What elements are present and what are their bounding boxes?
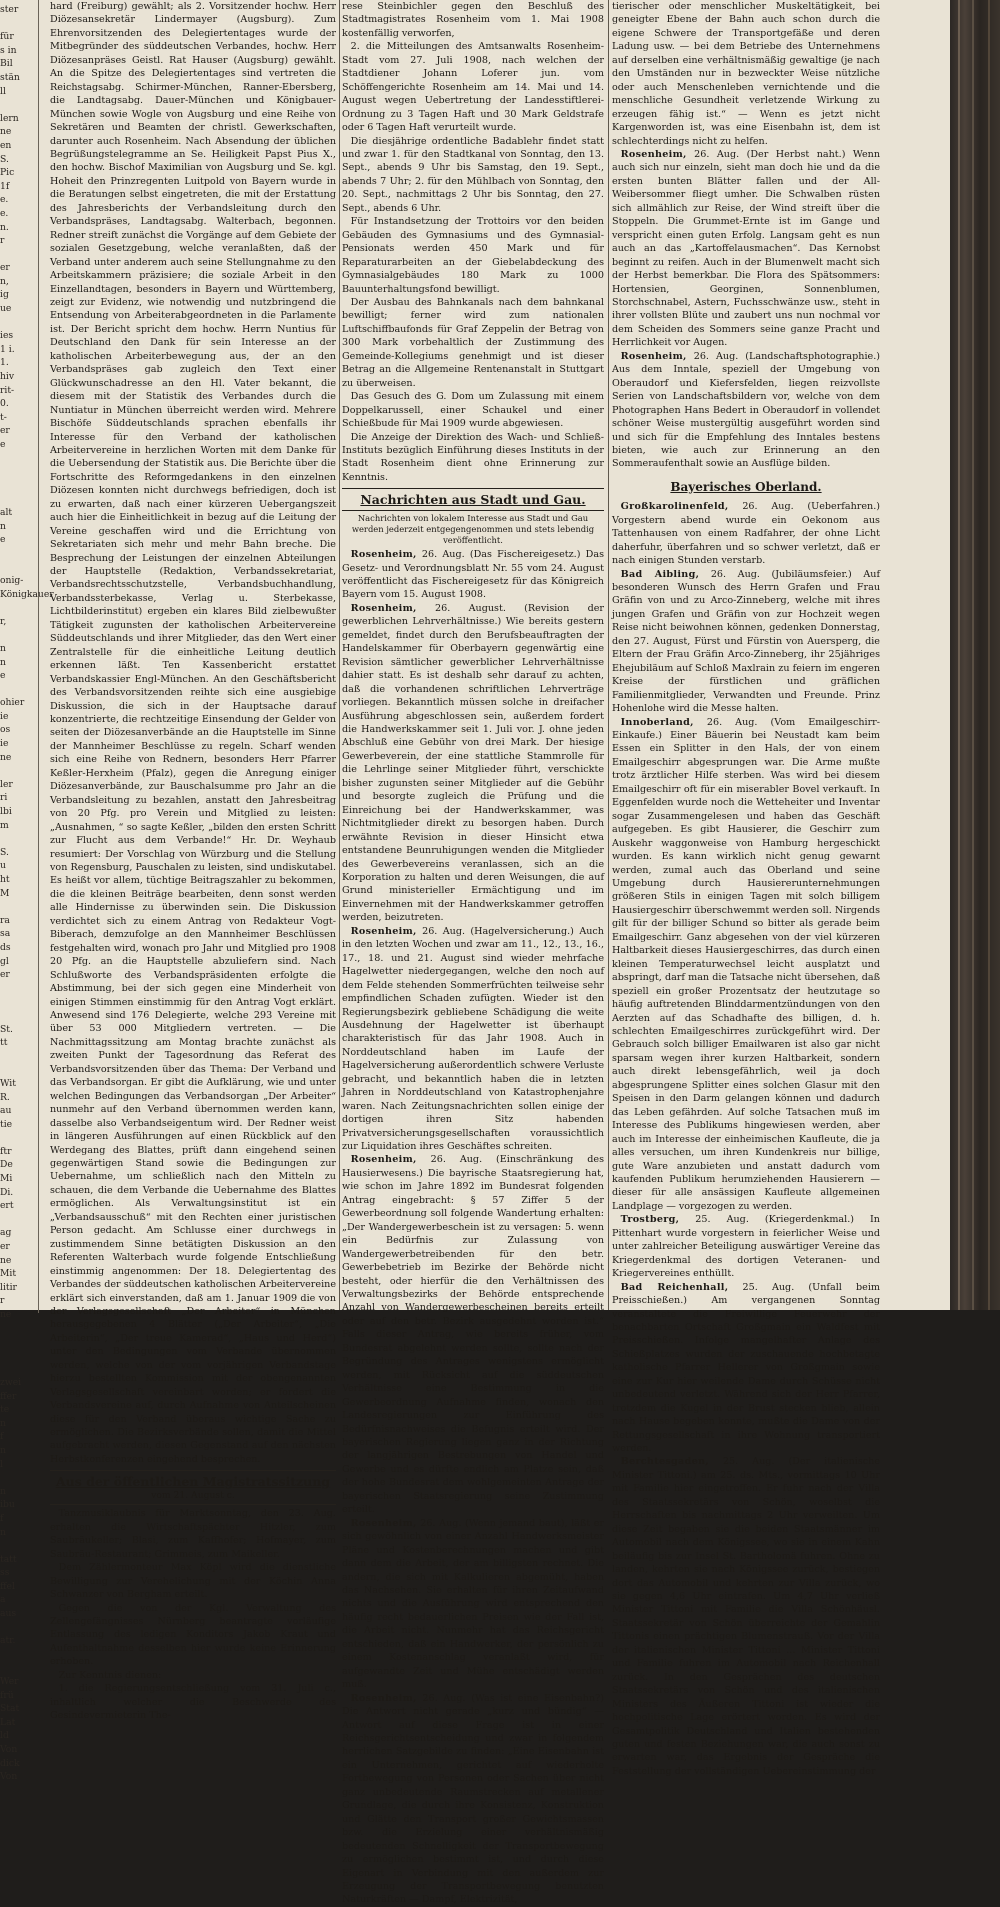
left-cut-fragment: ies bbox=[0, 330, 14, 342]
left-cut-fragment bbox=[0, 1335, 38, 1349]
left-cut-fragment: Von bbox=[0, 1744, 18, 1755]
left-cut-fragment: e bbox=[0, 534, 6, 546]
left-cut-fragment: R. bbox=[0, 1091, 10, 1103]
left-cut-fragment bbox=[0, 683, 38, 697]
left-cut-fragment: Lat bbox=[0, 1716, 16, 1728]
left-cut-fragment: ld bbox=[0, 1730, 9, 1742]
left-cut-fragment: ert bbox=[0, 1200, 14, 1212]
article-paragraph: Gegen die von der Kgl. Verwaltung des Zellengefängnisses Nürnberg beantragte vorläufige Entlassung des ledigen Konditors Jakob Kraut und Aufenthaltnahme desselben hier wurde keine Erinnerung erhoben. bbox=[50, 1602, 336, 1668]
left-cut-fragment: 1 i. bbox=[0, 343, 15, 355]
left-cut-fragment bbox=[0, 832, 38, 846]
news-item-text: 26. Aug. (Jubiläumsfeier.) Auf besonderen Wunsch des Herrn Grafen und Frau Gräfin von und zu Arco-Zinneberg, welche mit ihres jungen Grafen und Gräfin von zur Hochzeit wegen Reise nicht beiwohnen können, gedenken Donnerstag, den 27. August, Fürst und Fürstin von Auersperg, die Eltern der Frau Gräfin Arco-Zinneberg, ihr 25jähriges Ehejubiläum auf Schloß Maxlrain zu feiern im engeren Kreise der fürstlichen und gräflichen Familienmitglieder, Verwandten und Freunde. Prinz Hohenlohe wird die Messe halten. bbox=[612, 568, 880, 715]
left-cut-fragment: ue bbox=[0, 303, 12, 315]
left-cut-fragment: sa bbox=[0, 928, 11, 940]
news-item-text: 26. Aug. (Das Fischereigesetz.) Das Gesetz- und Verordnungsblatt Nr. 55 vom 24. August veröffentlicht das Fischereigesetz für das Königreich Bayern vom 15. August 1908. bbox=[342, 549, 604, 601]
left-cut-fragment: Pic bbox=[0, 167, 15, 179]
news-item-text: 26. Aug. (Einschränkung des Hausierwesens.) Die bayrische Staatsregierung hat, wie schon im Jahre 1892 im Bundesrat folgenden Antrag eingebracht: § 57 Ziffer 5 der Gewerbeordnung soll folgende Wandertung erhalten: „Der Wandergewerbeschein ist zu versagen: 5. wenn ein Bedürfnis zur Zulassung von Wandergewerbetreibenden für den betr. Gewerbebetrieb im Bezirke der Behörde nicht besteht, oder hierfür die den Verhältnissen des Verwaltungsbezirks der Behörde entsprechende Anzahl von Wandergewerbescheinen bereits erteilt oder auf den betr. Bezirk ausgedehnt worden ist.“ Falls dieser Antrag, wie bereits früher, vom Bundesrat abgelehnt werden sollte, sollte nach der Begründung des Antrages wenigstens ermöglicht werden, mit Rücksicht auf die süddeutschen Verhältnisse eine Bestimmung in die Gewerbeordnung Aufnahme finden, wonach den Landesregierungen zur Einführung des Bedürfnisnachweises die Befugnis erteilt wird. Der bayerischen Regierung liegen ganz in der Richtung der langjährigen Bestrebungen von Handel und Gewerbe und es dürfte endlich am Platze sein, daß der hohe Bundesrat dem wohlgemeinten Antrage der bayerischen Staatsregierung seine Zustimmung erteilt. bbox=[342, 1154, 604, 1516]
left-cut-fragment: stän bbox=[0, 71, 20, 83]
news-item-place: Rosenheim, bbox=[350, 1154, 417, 1166]
news-item-place: Bad Reichenhall, bbox=[620, 1281, 729, 1293]
left-cut-fragment: e. bbox=[0, 194, 9, 206]
book-edge bbox=[950, 0, 1000, 1310]
left-cut-fragment: n bbox=[0, 1485, 6, 1497]
left-cut-fragment bbox=[0, 17, 38, 31]
news-item bbox=[612, 500, 880, 567]
left-cut-fragment: Di. bbox=[0, 1186, 14, 1198]
left-cut-fragment: te bbox=[0, 1404, 10, 1416]
magistrat-heading: Aus der öffentlichen Magistratssitzung bbox=[55, 1474, 331, 1490]
left-cut-fragment: Von bbox=[0, 1771, 18, 1783]
left-cut-fragment: Wit bbox=[0, 1077, 16, 1089]
oberland-title: Bayerisches Oberland. bbox=[670, 479, 822, 494]
left-cut-fragment: en bbox=[0, 139, 12, 151]
news-item-text: tierischer oder menschlicher Muskeltätigkeit, bei geneigter Ebene der Bahn auch schon durch die eigene Schwere der Transportgefäße und deren Ladung usw. — bei dem Betriebe des Unternehmens auf derselben eine verhältnismäßig gewaltige (je nach den Umständen nur in bezweckter Weise nützliche oder auch Menschenleben vernichtende und die menschliche Gesundheit verletzende Wirkung zu erzeugen fähig ist.“ — Wenn es jetzt nicht Kargenworden ist, was eine Eisenbahn ist, dem ist schlechterdings nicht zu helfen. bbox=[612, 1, 880, 147]
news-item bbox=[342, 1692, 604, 1907]
left-cut-fragment: tie bbox=[0, 1118, 13, 1130]
left-cut-fragment: n. bbox=[0, 221, 9, 233]
left-cut-fragment bbox=[0, 1063, 38, 1077]
left-cut-fragment bbox=[0, 1648, 38, 1662]
left-cut-fragment: t- bbox=[0, 411, 7, 423]
left-cut-fragment: n bbox=[0, 520, 6, 532]
news-item-place: Rosenheim, bbox=[620, 350, 687, 362]
news-heading: Nachrichten aus Stadt und Gau. bbox=[360, 492, 586, 508]
left-cut-fragment: m bbox=[0, 819, 9, 831]
left-cut-fragment: ne bbox=[0, 751, 12, 763]
news-item-place: Rosenheim, bbox=[620, 148, 687, 160]
left-cut-fragment bbox=[0, 1362, 38, 1376]
news-item-place: Innoberland, bbox=[620, 716, 694, 728]
news-item bbox=[342, 1153, 604, 1516]
magistrat-heading-box bbox=[50, 1470, 336, 1505]
article-paragraph: Das Gesuch des G. Dom um Zulassung mit einem Doppelkarussell, einer Schaukel und einer Schießbude für Mai 1909 wurde abgewiesen. bbox=[342, 391, 604, 430]
left-cut-fragment bbox=[0, 1009, 38, 1023]
left-cut-fragment: r bbox=[0, 1295, 5, 1307]
column-rule bbox=[339, 0, 340, 1310]
left-cut-fragment: er bbox=[0, 425, 10, 437]
left-cut-fragment: ra bbox=[0, 914, 10, 926]
news-item bbox=[612, 1455, 880, 1778]
magistrat-subheading: vom 21. August c. bbox=[151, 1490, 235, 1502]
left-cut-fragment: n bbox=[0, 1444, 6, 1456]
left-cut-fragment: u bbox=[0, 860, 6, 872]
left-cut-fragment bbox=[0, 560, 38, 574]
left-cut-fragment: n, bbox=[0, 275, 9, 287]
left-cut-fragment bbox=[0, 547, 38, 561]
left-cut-fragment: au bbox=[0, 1105, 12, 1117]
news-item-place: Großkarolinenfeld, bbox=[620, 501, 729, 513]
left-cut-fragment: ag bbox=[0, 1227, 12, 1239]
left-cut-fragment: ne bbox=[0, 1309, 12, 1320]
article-paragraph: Dem Zählermonteur Max Köpl wird die dienstliche Bewilligung zur Verehelichung mit der Köchin Anna Schwanzer von Bergham erteilt. bbox=[50, 1562, 336, 1601]
left-cut-fragment: 1f bbox=[0, 180, 10, 192]
left-cut-fragment: hiv bbox=[0, 371, 15, 383]
news-item-place: Rosenheim, bbox=[350, 1517, 417, 1529]
left-cut-fragment bbox=[0, 452, 38, 466]
article-paragraph: hard (Freiburg) gewählt; als 2. Vorsitzender hochw. Herr Diözesansekretär Lindermayer (Augsburg). Zum Ehrenvorsitzenden des Delegiertentages wurde der Mitbegründer des süddeutschen Verbandes, hochw. Herr Diözesanpräses Geistl. Rat Hauser (Augsburg) gewählt. An die Spitze des Delegiertentages sind vertreten die Reichstagsabg. Schirmer-München, Ranner-Ebersberg, die Landtagsabg. Dauer-München und Königbauer-München sowie Wogle von Augsburg und eine Reihe von Sekretären und Beamten der christl. Gewerkschaften, darunter auch Rosenheim. Nach Absendung der üblichen Begrüßungstelegramme an Se. Heiligkeit Papst Pius X., den hochw. Bischof Maximilian von Augsburg und Se. kgl. Hoheit den Prinzregenten Luitpold von Bayern wurde in die Beratungen selbst eingetreten, die mit der Erstattung des Jahresberichts der Verbandsleitung durch den Verbandspräses, Landtagsabg. Walterbach, begonnen. Redner streift zunächst die Vorgänge auf dem Gebiete der sozialen Gesetzgebung, welche veranlaßten, daß der Verband unter anderem auch seine Stellungnahme zu den Arbeitskammern präzisiere; die soziale Arbeit in den Einzellandtagen, besonders in Bayern und Württemberg, zeigt zur Evidenz, wie notwendig und nutzbringend die Entsendung von Arbeiterabgeordneten in die Parlamente ist. Der Bericht spricht dem hochw. Herrn Nuntius für Deutschland den Dank für sein Interesse an der katholischen Arbeiterbewegung aus, der an den Verbandspräses gab zugleich den Text einer Glückwunschadresse an den Hl. Vater bekannt, die diesem mit der Statistik des Verbandes durch die Nuntiatur in München überreicht werden wird. Mehrere Bischöfe Süddeutschlands sprachen ebenfalls ihr Interesse für den Verband der katholischen Arbeitervereine in herzlichen Worten mit dem Danke für die Uebersendung der Statistik aus. Die Berichte über die Fortschritte des Reformgedankens in den einzelnen Diözesen konnten nicht durchwegs befriedigen, doch ist zu erwarten, daß nach einer kürzeren Uebergangszeit auch hier die Einheitlichkeit in bezug auf die Leitung der Vereine geschaffen wird und die Errichtung von Sekretariaten sich mehr und mehr Bahn breche. Die Besprechung der Leistungen der einzelnen Abteilungen der Hauptstelle (Redaktion, Verbandssekretariat, Verbandsrechtsschutzstelle, Verbandsbuchhandlung, Verbandssterbekasse, Verlag u. Sterbekasse, Lichtbilderinstitut) ergeben ein klares Bild zielbewußter Tätigkeit zugunsten der katholischen Arbeitervereine Süddeutschlands und ihrer Mitglieder, das den Wert einer Zentralstelle für die einheitliche Leitung deutlich erkennen läßt. Ten Kassenbericht erstattet Verbandskassier Engl-München. An den Geschäftsbericht des Verbandsvorsitzenden reihte sich eine ausgiebige Diskussion, die sich in der Hauptsache darauf konzentrierte, die rechtzeitige Einsendung der Gelder von seiten der Diözesanverbände an die Hauptstelle im Sinne der Mannheimer Beschlüsse zu regeln. Scharf wenden sich eine Reihe von Rednern, besonders Herr Pfarrer Keßler-Herxheim (Pfalz), gegen die Anregung einiger Diözesanverbände, zur Bauschalsumme pro Jahr an die Verbandsleitung zu bezahlen, anstatt den Jahresbeitrag von 20 Pfg. pro Verein und Mitglied zu leisten: „Ausnahmen, “ so sagte Keßler, „bilden den ersten Schritt zur Flucht aus dem Verbande!“ Hr. Dr. Weyhaub resumiert: Der Vorschlag von Würzburg und die Stellung von Regensburg, Pauschalen zu leisten, sind undiskutabel. Es heißt vor allem, tüchtige Beitragszahler zu bekommen, die die kleinen Beiträge bearbeiten, denn sonst werden alle Hindernisse zu überwinden sein. Die Diskussion verdichtet sich zu einem Antrag von Redakteur Vogt-Biberach, demzufolge an den Mannheimer Beschlüssen festgehalten wird, wonach pro Jahr und Mitglied pro 1908 20 Pfg. an die Hauptstelle abzuliefern sind. Nach Schlußworte des Verbandspräsidenten erfolgte die Abstimmung, bei der sich gegen eine Minderheit von einigen Stimmen einstimmig für den Antrag Vogt erklärt. Anwesend sind 176 Delegierte, welche 293 Vereine mit über 53 000 Mitgliedern vertreten. — Die Nachmittagssitzung am Montag brachte zunächst als zweiten Punkt der Tagesordnung das Referat des Verbandsvorsitzenden über das Thema: Der Verband und das Verbandsorgan. Er gibt die Aufklärung, wie und unter welchen Bedingungen das Verbandsorgan „Der Arbeiter“ nunmehr auf den Verband übernommen werden kann, dasselbe also Verbandseigentum wird. Der Redner weist in längeren Ausführungen auf einen Rückblick auf den Werdegang des Blattes, prüft dann eingehend seinen gegenwärtigen Stand sowie die Bedingungen zur Uebernahme, um schließlich nach den Mitteln zu schauen, die dem Verbande die Uebernahme des Blattes ermöglichen. Als Verwaltungsinstitut ist ein „Verbandsausschuß“ mit den Rechten einer juristischen Person gedacht. Am Schlusse einer durchwegs in zustimmendem Sinne betätigten Diskussion an den Referenten Walterbach wurde folgende Entschließung einstimmig angenommen: Der 18. Delegiertentag des Verbandes der süddeutschen katholischen Arbeitervereine erklärt sich einverstanden, daß am 1. Januar 1909 die von der Verlagsgesellschaft „Der Arbeiter“ in München herausgegebenen 4 Blätter („Der Arbeiter“, „Die Arbeiterin“, „Der treue Kamerad“, „Haus und Herd“) unter den Bedingungen vom Verbande übernommen werden, welche von der vom vorjährigen Verbandstage hierzu bestellten Kommission mit der obengenannten Verlagsgesellschaft vereinbart worden; er fordert die Verbandsvereine auf, durch Aufnahme von Anteilscheinen diese für den Verband überaus wichtige Sache zu ermöglichen. Die Bezirksverbände sollen, damit die Mittel aufgebracht werden, diesen Gegenstand auf den nächsten Herbstkonferenzen eingehend besprechen. bbox=[50, 1, 336, 1465]
news-item bbox=[342, 1517, 604, 1692]
news-item-place: Rosenheim, bbox=[350, 602, 417, 614]
left-cut-fragment bbox=[0, 1213, 38, 1227]
news-item bbox=[342, 602, 604, 925]
article-paragraph: Die Anzeige der Direktion des Wach- und Schließ-Instituts bezüglich Einführung dieses Instituts in der Stadt Rosenheim dient ohne Erinnerung zur Kenntnis. bbox=[342, 431, 604, 483]
news-item-text: 26. Aug. (Der Herbst naht.) Wenn auch sich nur einzeln, sieht man doch hie und da die ersten bunten Blätter fallen und der All-Weibersommer fliegt umher. Die Schwalben rüsten sich allmählich zur Reise, der Wind streift über die Stoppeln. Die Grummet-Ernte ist im Gange und verspricht einen guten Erfolg. Langsam geht es nun auch an das „Kartoffelausmachen“. Das Kernobst beginnt zu reifen. Auch in der Blumenwelt macht sich der Herbst bemerkbar. Die Flora des Spätsommers: Hortensien, Georginen, Sonnenblumen, Storchschnabel, Astern, Fuchsschwänze usw., steht in ihrer vollsten Blüte und zaubert uns nun nochmal vor dem Scheiden des Sommers seine ganze Pracht und Herrlichkeit vor Augen. bbox=[612, 148, 880, 349]
left-cut-fragment: er bbox=[0, 969, 10, 981]
left-cut-fragment bbox=[0, 492, 38, 506]
left-cut-fragment: S. bbox=[0, 153, 9, 165]
left-cut-fragment: zwei bbox=[0, 1376, 22, 1388]
left-cut-fragment bbox=[0, 1539, 38, 1553]
left-cut-fragment: ster bbox=[0, 4, 19, 15]
news-item-text: 25. Aug. (Kriegerdenkmal.) In Pittenhart wurde vorgestern in feierlicher Weise und unter zahlreicher Beteiligung auswärtiger Vereine das Kriegerdenkmal des dortigen Veteranen- und Kriegervereines enthüllt. bbox=[612, 1214, 880, 1280]
left-cut-fragment: ler bbox=[0, 778, 13, 790]
column-2 bbox=[342, 0, 604, 1906]
news-item-text: 26. Aug. (Hagelversicherung.) Auch in den letzten Wochen und zwar am 11., 12., 13., 16., 17., 18. und 21. August sind wieder mehrfache Hagelwetter niedergegangen, welche den noch auf dem Felde stehenden Sommerfrüchten teilweise sehr empfindlichen Schaden zufügten. Wieder ist den Regierungsbezirk gebliebene Schädigung die weite Ausdehnung der Hagelwetter ist überhaupt charakteristisch für das Jahr 1908. Auch in Norddeutschland haben im Laufe der Hagelversicherung außerordentlich schwere Verluste gebracht, und bekanntlich haben die in letzten Jahren in Norddeutschland von Katastrophenjahre waren. Nach Zeitungsnachrichten sollen einige der dortigen ihren Sitz habenden Privatversicherungsgesellschaften voraussichtlich zur Liquidation ihres Geschäftes schreiten. bbox=[342, 925, 604, 1153]
article-paragraph: 1. die Regierungsentschließung vom 31. Juli c., inhaltlich welcher die Beschwerde des Gesindevermieterin The- bbox=[50, 1683, 336, 1722]
left-cut-fragment: ds bbox=[0, 941, 11, 953]
left-cut-fragment: n bbox=[0, 1417, 6, 1429]
news-item-text: 26. Aug. (Was ist eine Eisenbahn?) Die Antwort nicht gerade „kurz und bündig“ — Antwort auf diese Frage ist in einer Reichsgerichtsentscheidung und zwar in folgendem herrlichen Satzgebilde zu finden: „Eine Eisenbahn ist ein Unternehmen, gerichtet auf wiederholte Fortbewegung von Personen oder Sachen über nicht ganz unbedeutende Raumstrecken auf metallener Grundlage, die durch ihre Konsistenz, Konstruktion und Glätte den Transport großer Gewichtsmassen bzw. die Erzielung einer verhältnismäßig bedeutenden Schnelligkeit der Transportbewegung zu ermöglichen bestimmt ist, und durch diese Eigenart in Verbindung mit den außerdem zur Erzeugung der Transportbewegung benutzten Naturkräften — Dampf, Elektrizität, bbox=[342, 1692, 604, 1906]
left-cut-fragment bbox=[0, 628, 38, 642]
news-item bbox=[612, 0, 880, 148]
left-cut-fragment: für bbox=[0, 31, 14, 43]
left-cut-fragment: ffel bbox=[0, 1580, 15, 1592]
left-cut-fragment: r bbox=[0, 235, 5, 247]
left-cut-fragment: os bbox=[0, 724, 11, 736]
left-cut-fragment: er bbox=[0, 1241, 10, 1253]
left-cut-fragment: Mi bbox=[0, 1173, 13, 1185]
news-item bbox=[612, 148, 880, 350]
left-cut-fragment bbox=[0, 982, 38, 996]
left-cut-fragment: S. bbox=[0, 846, 9, 858]
left-cut-fragment bbox=[0, 601, 38, 615]
left-cut-fragment: n bbox=[0, 642, 6, 654]
left-cut-fragment: lbi bbox=[0, 806, 12, 818]
left-cut-fragment: s in bbox=[0, 44, 17, 56]
left-cut-fragment: lern bbox=[0, 112, 19, 124]
left-cut-fragment: litir bbox=[0, 1281, 17, 1293]
article-paragraph: Die diesjährige ordentliche Badablehr findet statt und zwar 1. für den Stadtkanal von Sonntag, den 13. Sept., abends 9 Uhr bis Samstag, den 19. Sept., abends 7 Uhr; 2. für den Mühlbach von Sonntag, den 20. Sept., nachmittags 2 Uhr bis Sonntag, den 27. Sept., abends 6 Uhr. bbox=[342, 135, 604, 214]
left-cut-fragment: e bbox=[0, 670, 6, 682]
news-item-place: Berchtesgaden, bbox=[620, 1456, 709, 1468]
left-cut-fragment bbox=[0, 1471, 38, 1485]
news-item-text: 26. Aug. (Ueberfahren.) Vorgestern abend wurde ein Oekonom aus Tattenhausen von einem Radfahrer, der ohne Licht daherfuhr, überfahren und so schwer verletzt, daß er nach einigen Stunden verstarb. bbox=[612, 501, 880, 567]
news-item-place: Rosenheim, bbox=[350, 925, 417, 937]
left-cut-fragment: onig- bbox=[0, 574, 24, 586]
left-cut-fragment bbox=[0, 764, 38, 778]
left-cut-fragment: e. bbox=[0, 207, 9, 219]
news-item-place: Rosenheim, bbox=[350, 549, 417, 561]
left-cut-fragment: n bbox=[0, 1526, 6, 1538]
news-item bbox=[612, 1213, 880, 1280]
left-cut-fragment: De bbox=[0, 1159, 13, 1171]
article-paragraph: 2. die Mitteilungen des Amtsanwalts Rosenheim-Stadt vom 27. Juli 1908, nach welchen der Stadtdiener Johann Loferer jun. vom Schöffengerichte Rosenheim am 14. Mai und 14. August wegen Uebertretung der Landesstiftlerei-Ordnung zu 3 Tagen Haft und 30 Mark Geldstrafe oder 6 Tagen Haft verurteilt wurde. bbox=[342, 41, 604, 134]
news-note: Nachrichten von lokalem Interesse aus Stadt und Gau werden jederzeit entgegengenommen und stets lebendig veröffentlicht. bbox=[351, 513, 595, 545]
left-cut-fragment bbox=[0, 1349, 38, 1363]
left-cut-fragment: ne bbox=[0, 126, 12, 138]
left-cut-fragment: ll bbox=[0, 85, 6, 97]
left-cut-fragment bbox=[0, 479, 38, 493]
left-cut-fragment: 1. bbox=[0, 357, 9, 369]
left-cut-fragment: dick bbox=[0, 1757, 20, 1769]
left-cut-fragment: ffer bbox=[0, 1390, 17, 1402]
left-cut-fragment: Stat bbox=[0, 1703, 20, 1715]
left-cut-fragment: 0. bbox=[0, 398, 9, 410]
news-item bbox=[342, 548, 604, 602]
left-cut-fragment: aus bbox=[0, 1608, 17, 1620]
left-cut-fragment: ibu bbox=[0, 1499, 15, 1511]
left-cut-fragment: f bbox=[0, 1431, 4, 1443]
left-cut-fragment: ftr bbox=[0, 1145, 12, 1157]
news-item bbox=[612, 716, 880, 1214]
left-cut-fragment: gl bbox=[0, 955, 9, 967]
left-cut-fragment bbox=[0, 465, 38, 479]
column-rule bbox=[608, 0, 609, 1310]
news-item bbox=[612, 568, 880, 716]
left-cut-fragment: e bbox=[0, 439, 6, 450]
article-paragraph: Für Instandsetzung der Trottoirs vor den beiden Gebäuden des Gymnasiums und des Gymnasial-Pensionats werden 450 Mark und für Reparaturarbeiten an der Giebelabdeckung des Gymnasialgebäudes 180 Mark zu 1000 Bauunterhaltungsfond bewilligt. bbox=[342, 216, 604, 295]
left-cut-fragment: frü bbox=[0, 1689, 14, 1701]
left-cut-fragment: ie bbox=[0, 738, 9, 750]
left-cut-fragment: ss bbox=[0, 1567, 10, 1579]
news-item-text: 25. Aug. (Unfall beim Preisschießen.) Am vergangenen Sonntag veranstaltete die Freiwillige Feuerwehr der benachbarten Ortschaft Großgmain ein Waldfest mit Preisschießen. Infolge mangelhafter Anlage des Schießplatzes wurden der zuschauende hochbetagte katholische Pfarrer Hellerer von Großgmain sowie eine zur Kur hier weilende Dame durch Schüsse nicht unbedeutend verletzt. Während sich der Herr Pfarrer, trotzdem die Kugel in der Brust stecken blieb, allein nach Hause begeben konnte, mußte die Dame von der Rettungsgesellschaft in ihre Wohnung transportiert werden. bbox=[612, 1281, 880, 1455]
news-item bbox=[342, 925, 604, 1154]
column-3 bbox=[612, 0, 880, 1777]
news-item-place: Bad Aibling, bbox=[620, 568, 700, 580]
left-cut-fragment bbox=[0, 1050, 38, 1064]
news-item bbox=[612, 1281, 880, 1456]
news-item-text: 26. August. (Revision der gewerblichen Lehrverhältnisse.) Wie bereits gestern gemeldet, findet durch den Berufsbeauftragten der Handelskammer für Oberbayern gegenwärtig eine Revision sämtlicher gewerblicher Lehrverhältnisse dahier statt. Es ist deshalb sehr darauf zu achten, daß die vorhandenen schriftlichen Lehrverträge vorliegen. Bekanntlich müssen solche in dreifacher Ausführung abgeschlossen sein, außerdem fordert die Handwerkskammer seit 1. Juli vor. J. ohne jeden Abschluß eine Gebühr von drei Mark. Der hiesige Gewerbeverein, der eine stattliche Stammrolle für die Lehrlinge seiner Mitglieder führt, verschickte bisher zugunsten seiner Mitglieder auf die Gebühr und besorgte zugleich die Prüfung und die Einreichung bei der Handwerkskammer, was Nichtmitglieder direkt zu besorgen haben. Durch erwähnte Revision in dieser Hinsicht etwa entstandene Beunruhigungen wenden die Mitglieder des Gewerbevereins veranlassen, sich an die Korporation zu halten und deren Weisungen, die auf Grund ministerieller Ermächtigung und im Einvernehmen mit der Handwerkskammer getroffen werden, beizutreten. bbox=[342, 602, 604, 924]
left-cut-fragment: r, bbox=[0, 615, 7, 627]
left-cut-fragment: atr. bbox=[0, 1635, 16, 1647]
news-item bbox=[612, 350, 880, 471]
news-item-text: 26. Aug. (Vom Emailgeschirr-Einkaufe.) Einer Bäuerin bei Neustadt kam beim Essen ein Splitter in den Hals, der von einem Emailgeschirr abgesprungen war. Die Arme mußte trotz ärztlicher Hilfe sterben. Was wird bei diesem Emailgeschirr oft für ein miserabler Bovel verkauft. In Eggenfelden wurde noch die Wetteheiter und Inventar sogar Zusammengelesen und haben das Geschäft aufgegeben. Es gibt Hausierer, die Geschirr zum Auskehr waggonweise von Hamburg hergeschickt wurden. Es kann wirklich nicht genug gewarnt werden, zumal auch das Oberland und seine Umgebung durch Hausiererunternehmungen größeren Stils in einigen Tagen mit solch billigem Hausiergeschirr überschwemmt werden soll. Nirgends gilt für der billiger Schund so bitter als gerade beim Emailgeschirr. Ganz abgesehen von der viel kürzeren Haltbarkeit dieses Hausiergeschirres, das durch einen kleinen Temperaturwechsel leicht ausplatzt und abspringt, darf man die Tatsache nicht übersehen, daß speziell ein großer Prozentsatz der heutzutage so häufig auftretenden Blinddarmentzündungen von den Aerzten auf das Schadhafte des billigen, d. h. schlechten Emailgeschirres zurückgeführt wird. Der Gebrauch solch billiger Emailwaren ist also gar nicht sparsam wegen ihrer kurzen Haltbarkeit, sondern auch direkt lebensgefährlich, weil ja doch abgesprungene Splitter eines solchen Glasur mit den Speisen in den Darm gelangen können und dadurch das Leben gefährden. Auf solche Tatsachen muß im Interesse des Publikums hingewiesen werden, aber auch im Interesse der einheimischen Kaufleute, die ja alles versuchen, um ihren Kundenkreis nur billige, gute Ware anzubieten und anstatt dadurch vom kaufenden Publikum herumziehenden Hausierern — dieser für alle ansässigen Kaufleute allgemeinen Landplage — vorgezogen zu werden. bbox=[612, 716, 880, 1212]
left-cut-fragment: ri bbox=[0, 792, 8, 804]
left-cut-fragment: ig bbox=[0, 289, 9, 301]
left-cut-fragment bbox=[0, 900, 38, 914]
news-item-place: Rosenheim, bbox=[350, 1692, 417, 1704]
news-item-place: Trostberg, bbox=[620, 1214, 680, 1226]
article-paragraph: Zur Kenntnis dienen: bbox=[58, 1669, 162, 1681]
left-cut-fragment bbox=[0, 316, 38, 330]
left-cut-fragment: tt bbox=[0, 1037, 8, 1049]
left-cut-fragment: rit- bbox=[0, 384, 15, 396]
left-cut-fragment: ohier bbox=[0, 697, 25, 709]
left-cut-fragment bbox=[0, 1322, 38, 1336]
left-cut-fragment: alt bbox=[0, 506, 13, 518]
left-cut-fragment: Bil bbox=[0, 58, 13, 70]
left-cut-fragment: Mit bbox=[0, 1268, 17, 1280]
column-1 bbox=[50, 0, 336, 1722]
left-cut-fragment: M bbox=[0, 887, 10, 899]
left-cut-fragment bbox=[0, 995, 38, 1009]
news-item-text: 25. Aug. (Der italienische Minister Tittoni.) am 25. ds. Mts., vormittags 10 Uhr mit Familie hier eingetroffen. Er fuhr nach der Villa des Staatssekretärs von Schön, woselbst die Herrschaften bis nachmittags 2 Uhr verweilten. Um diese Zeit begaben sie die beiden Staatsmänner im Automobil nach dem Königssee, wo sie in einem Kahn beiläufig bis zur Insel St. Bartholomä fuhren. Ohne zu landen, kehrten sie nach Königssee zurück, bestiegen dort das Automobil und kehrten zur Villa zurück, wo sie gegen 4,6 Uhr eintrafen. Um 4,7 Uhr verließ Minister Tittoni mit Familie die Villa Schönhäusl. Staatssekretär von Schön überreichte der Gemahlin Tittonis einen prächtigen Blumenstrauß. Vor der Villa der italienischen Minister Tittoni ... Minister Tittoni und Familie fuhren im Automobil nach Reichenhall zurück. In den Gesprächen des deutschen Staatssekretärs von Schön und des italienischen Ministers des Äußeren Tittoni ist wieder die hochpolitische Lage erörtert worden. Es wird der Gesamtpolitik Deutschland und Italien bestehenden guten und festen Beziehungen war, die auch sonst zu erwarten war, das Ergebnis der Gespräche die Feststellung der vollständigen Uebereinstimmung der bbox=[612, 1456, 880, 1777]
left-cut-fragment bbox=[0, 98, 38, 112]
news-item-text: 26. Aug. (Wenn jemand baut), läßt er sich gewöhnlich von einer Anzahl Handwerksmeister Pläne und Kostenberechnungen machen und gibt dann dem die Arbeit, der am billigsten rechnet. Die andern, die sich mit Kalkulieren abgemüht, haben das Nachsehen. Sie erhalten für ihren Zeitaufwand nichts und die Ausführung wird entsprechend den häufig recht bedauerlichen Preisen wie der Fall ist, die Arbeit nicht. Nunmehr hat das Reichsgericht entschieden, daß ein Handwerker, der persönlich zu einem Kostenanschlag veranlaßt wird, für aufgewandte Zeit und Mühe entschädigt werden muß. bbox=[342, 1517, 604, 1691]
news-heading-box bbox=[342, 488, 604, 511]
left-cut-fragment: ht bbox=[0, 874, 10, 885]
left-cut-fragment: er bbox=[0, 262, 10, 274]
article-paragraph: Tanzmusiklaubnis für Marktsonntag, den 23. Aug. erhalten die Wirtschaftspächter Hitzler, zum Saubräukeller; Blasi, zum Kaffhofer; Hofmayer, zum Saubräu-Restaurant; Grimmeis, zum Maikeller. bbox=[50, 1508, 336, 1560]
left-cut-fragment bbox=[0, 248, 38, 262]
left-cut-fragment: tatt bbox=[0, 1553, 17, 1565]
news-item-text: 26. Aug. (Landschaftsphotographie.) Aus dem Inntale, speziell der Umgebung von Oberaudorf und Kiefersfelden, liegen reizvollste Serien von Landschaftsbildern vor, welche von dem Photographen Hans Bedert in Oberaudorf in vollendet schöner Weise mustergültig ausgeführt worden sind und sich für die Empfehlung des Inntales bestens bieten, wie auch zur Erinnerung an den Sommeraufenthalt sowie an Ausflüge bilden. bbox=[612, 350, 880, 470]
left-cut-fragment bbox=[0, 1661, 38, 1675]
left-cut-fragment: f bbox=[0, 1512, 4, 1524]
left-cut-fragment: ne bbox=[0, 1254, 12, 1266]
left-cut-fragment: St. bbox=[0, 1023, 13, 1035]
left-cut-fragment bbox=[0, 1131, 38, 1145]
left-cut-fragment: Königkauer bbox=[0, 588, 54, 600]
article-paragraph: Der Ausbau des Bahnkanals nach dem bahnkanal bewilligt; ferner wird zum nationalen Luftschiffbaufonds für Graf Zeppelin der Betrag von 300 Mark vorbehaltlich der Zustimmung des Gemeinde-Kollegiums genehmigt und ist dieser Betrag an die Allgemeine Rentenanstalt in Stuttgart zu überweisen. bbox=[342, 296, 604, 389]
article-paragraph: rese Steinbichler gegen den Beschluß des Stadtmagistrates Rosenheim vom 1. Mai 1908 kostenfällig verworfen, bbox=[342, 1, 604, 39]
left-cut-fragment: a bbox=[0, 1594, 6, 1606]
left-cut-fragment bbox=[0, 1621, 38, 1635]
left-cut-fragment: n bbox=[0, 656, 6, 668]
left-cut-fragment: ie bbox=[0, 710, 9, 722]
left-cut-column bbox=[0, 0, 54, 1783]
left-cut-fragment: Wer bbox=[0, 1676, 19, 1688]
left-cut-fragment: l bbox=[0, 1458, 3, 1470]
